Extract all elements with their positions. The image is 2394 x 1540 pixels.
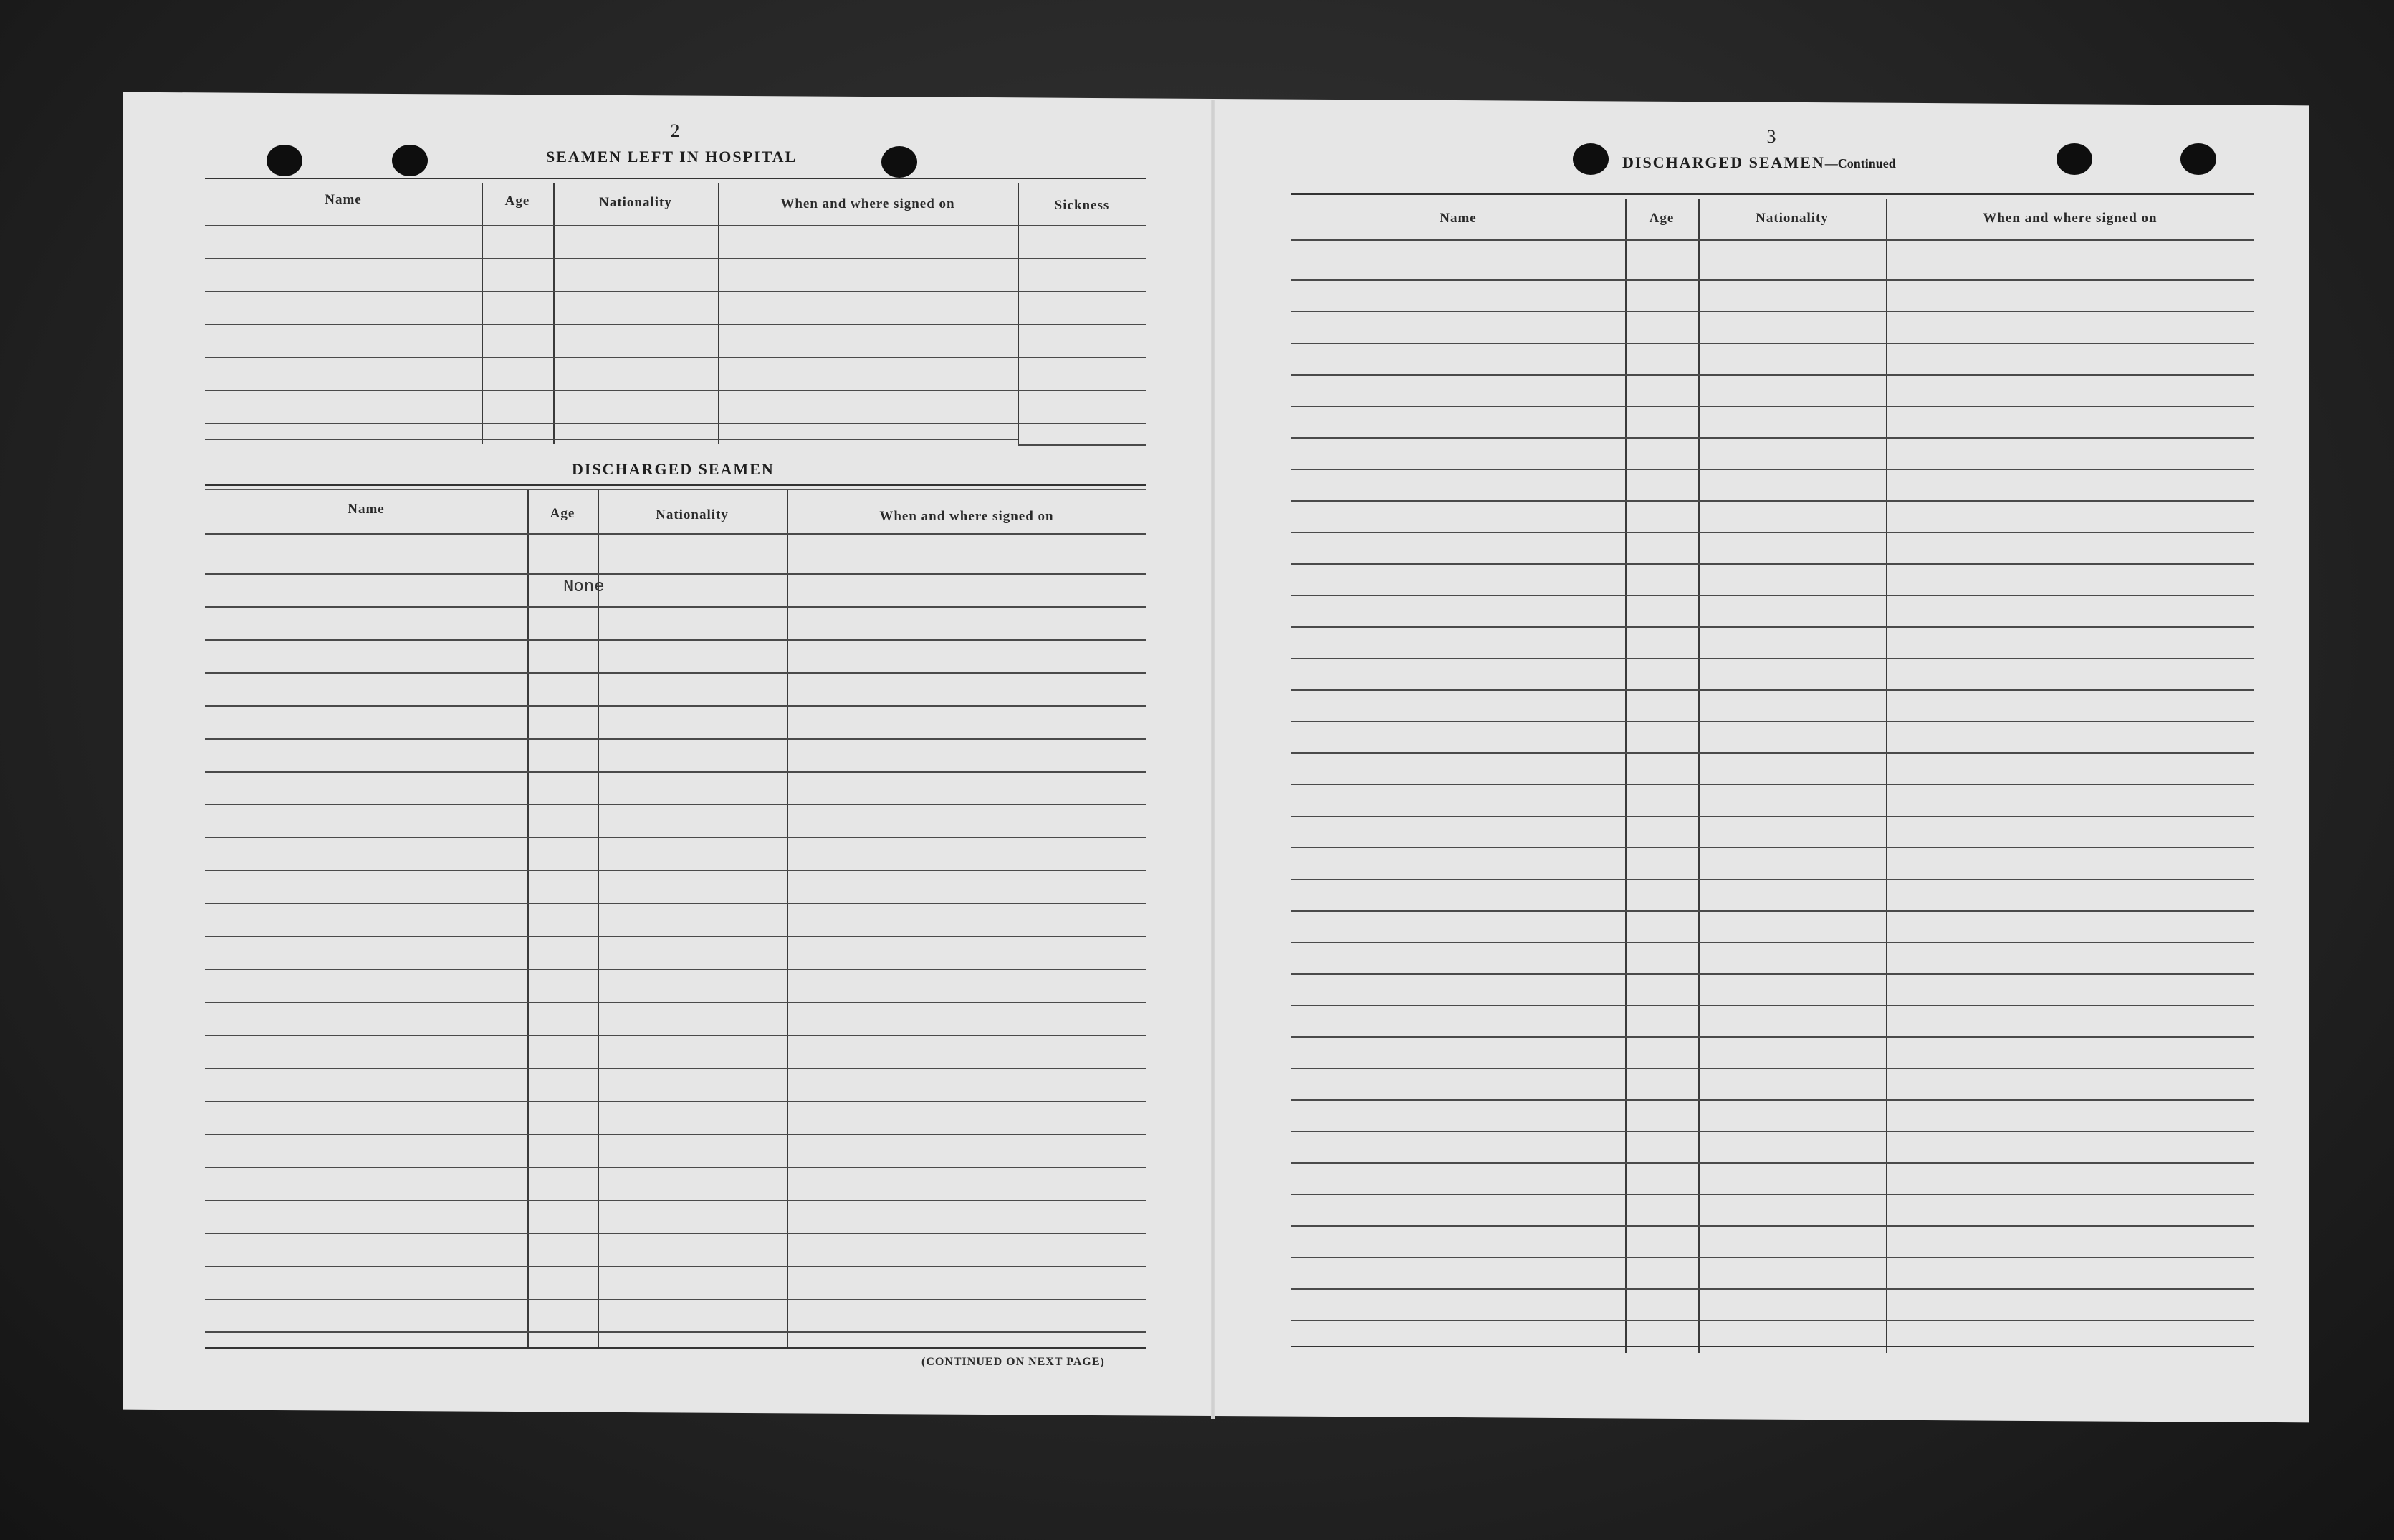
punch-hole	[392, 145, 428, 176]
col-header-nationality: Nationality	[1756, 211, 1829, 226]
punch-hole	[1573, 143, 1609, 175]
punch-hole	[2057, 143, 2092, 175]
discharged-section-title: DISCHARGED SEAMEN	[572, 460, 775, 478]
punch-hole	[2180, 143, 2216, 175]
discharged-table-right	[1291, 193, 2254, 1353]
col-header-age: Age	[504, 193, 530, 209]
page-fold	[1211, 100, 1215, 1419]
title-suffix: —Continued	[1824, 156, 1896, 171]
col-header-name: Name	[348, 502, 385, 517]
col-header-signed-on: When and where signed on	[879, 509, 1054, 524]
punch-hole	[881, 146, 917, 178]
col-header-nationality: Nationality	[599, 195, 672, 210]
hospital-section-title: SEAMEN LEFT IN HOSPITAL	[546, 148, 798, 166]
col-header-name: Name	[325, 192, 362, 207]
page-number-right: 3	[1766, 126, 1776, 147]
punch-hole	[267, 145, 302, 176]
col-header-name: Name	[1440, 211, 1477, 226]
col-header-age: Age	[1649, 211, 1675, 226]
col-header-signed-on: When and where signed on	[780, 196, 955, 211]
discharged-table-left	[205, 484, 1146, 1349]
discharged-continued-title	[1622, 153, 1896, 172]
title-main: DISCHARGED SEAMEN	[1622, 153, 1825, 171]
col-header-nationality: Nationality	[656, 507, 729, 522]
col-header-sickness: Sickness	[1054, 198, 1110, 213]
col-header-age: Age	[550, 506, 575, 521]
hospital-table	[205, 178, 1146, 444]
page-number-left: 2	[670, 120, 680, 141]
continued-note: (CONTINUED ON NEXT PAGE)	[921, 1356, 1105, 1368]
col-header-signed-on: When and where signed on	[1983, 211, 2158, 226]
none-entry: None	[563, 578, 605, 597]
